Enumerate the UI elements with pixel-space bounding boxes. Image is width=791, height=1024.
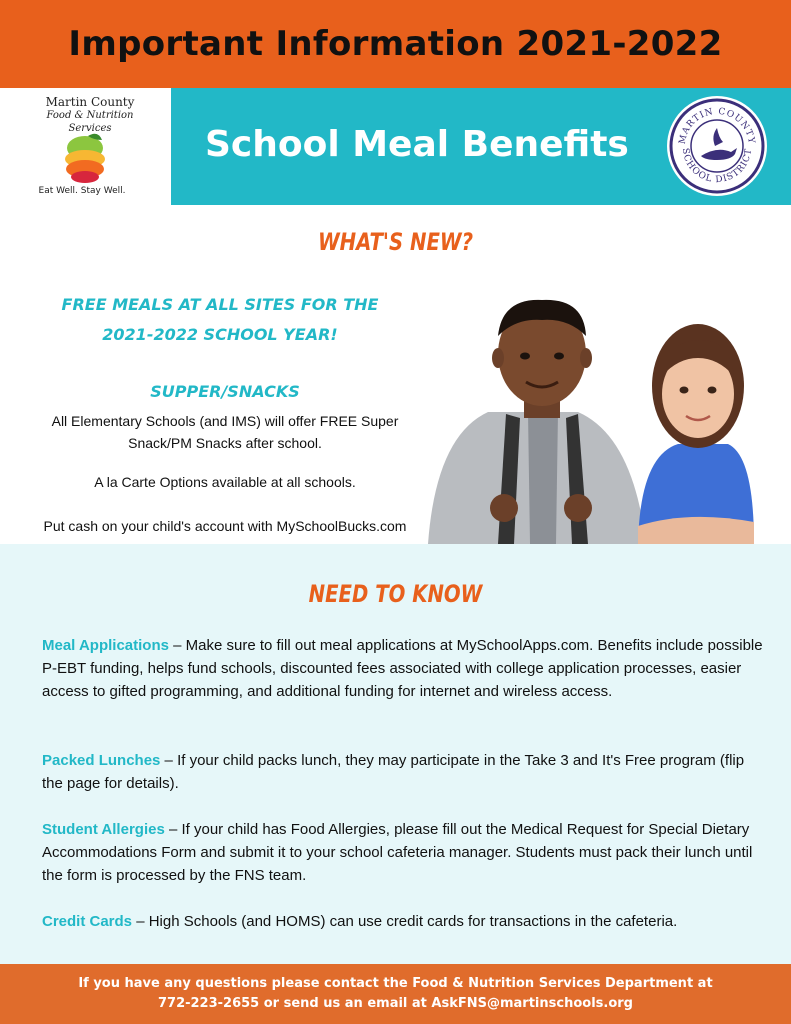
packed-lunches-item — [42, 749, 764, 795]
student-allergies-item — [42, 818, 764, 887]
free-meals-line2: 2021-2022 SCHOOL YEAR! — [102, 325, 338, 344]
page-title: School Meal Benefits — [205, 124, 629, 165]
seal-top-text: MARTIN COUNTY — [677, 106, 757, 146]
title-band — [171, 88, 791, 205]
logo-line1: Martin County — [45, 95, 135, 109]
boy-figure — [428, 300, 646, 544]
seal-bottom-text: SCHOOL DISTRICT — [679, 147, 755, 186]
item-label: Student Allergies — [42, 821, 165, 838]
free-meals-line1: FREE MEALS AT ALL SITES FOR THE — [61, 295, 379, 314]
contact-footer — [0, 964, 791, 1024]
credit-cards-item — [42, 910, 764, 933]
children-photo — [428, 296, 758, 544]
item-label: Meal Applications — [42, 637, 169, 654]
supper-snacks-text — [30, 410, 420, 454]
fruit-icon — [58, 132, 112, 184]
item-text: – If your child packs lunch, they may participate in the Take 3 and It's Free program (flip the page for details). — [42, 752, 745, 792]
supper-snacks-heading: SUPPER/SNACKS — [150, 382, 300, 401]
myschoolbucks-text: Put cash on your child's account with MySchoolBucks.com — [43, 518, 407, 534]
need-to-know-heading: NEED TO KNOW — [308, 580, 483, 608]
school-district-seal — [665, 94, 769, 198]
logo-tagline: Eat Well. Stay Well. — [38, 186, 126, 196]
free-meals-heading — [30, 290, 410, 350]
item-label: Packed Lunches — [42, 752, 161, 769]
supper-line1: All Elementary Schools (and IMS) will offer FREE Super — [51, 413, 399, 429]
item-text: – If your child has Food Allergies, please fill out the Medical Request for Special Dietary Accommodations Form and submit it to your school cafeteria manager. Students must pack their lunch until the form is processed by the FNS team. — [42, 821, 753, 884]
girl-figure — [638, 324, 754, 544]
whats-new-heading: WHAT'S NEW? — [317, 228, 474, 256]
top-banner — [0, 0, 791, 88]
footer-line2: 772-223-2655 or send us an email at AskFNS@martinschools.org — [157, 996, 633, 1011]
meal-applications-item — [42, 634, 764, 703]
footer-line1: If you have any questions please contact the Food & Nutrition Services Department at — [78, 976, 713, 991]
item-text: – Make sure to fill out meal applications at MySchoolApps.com. Benefits include possible P-EBT funding, helps fund schools, discounted fees associated with college application processes, easier access to gifted programming, and additional funding for internet and wireless access. — [42, 637, 763, 700]
logo-line2: Food & Nutrition Services — [46, 110, 134, 134]
logo-text — [30, 96, 150, 135]
supper-line2: Snack/PM Snacks after school. — [128, 435, 322, 451]
a-la-carte-text: A la Carte Options available at all schools. — [94, 474, 356, 490]
banner-title: Important Information 2021-2022 — [68, 24, 723, 64]
header-row — [0, 88, 791, 205]
need-to-know-section — [0, 544, 791, 964]
fns-logo — [0, 88, 171, 205]
item-text: – High Schools (and HOMS) can use credit cards for transactions in the cafeteria. — [132, 913, 678, 930]
item-label: Credit Cards — [42, 913, 133, 930]
